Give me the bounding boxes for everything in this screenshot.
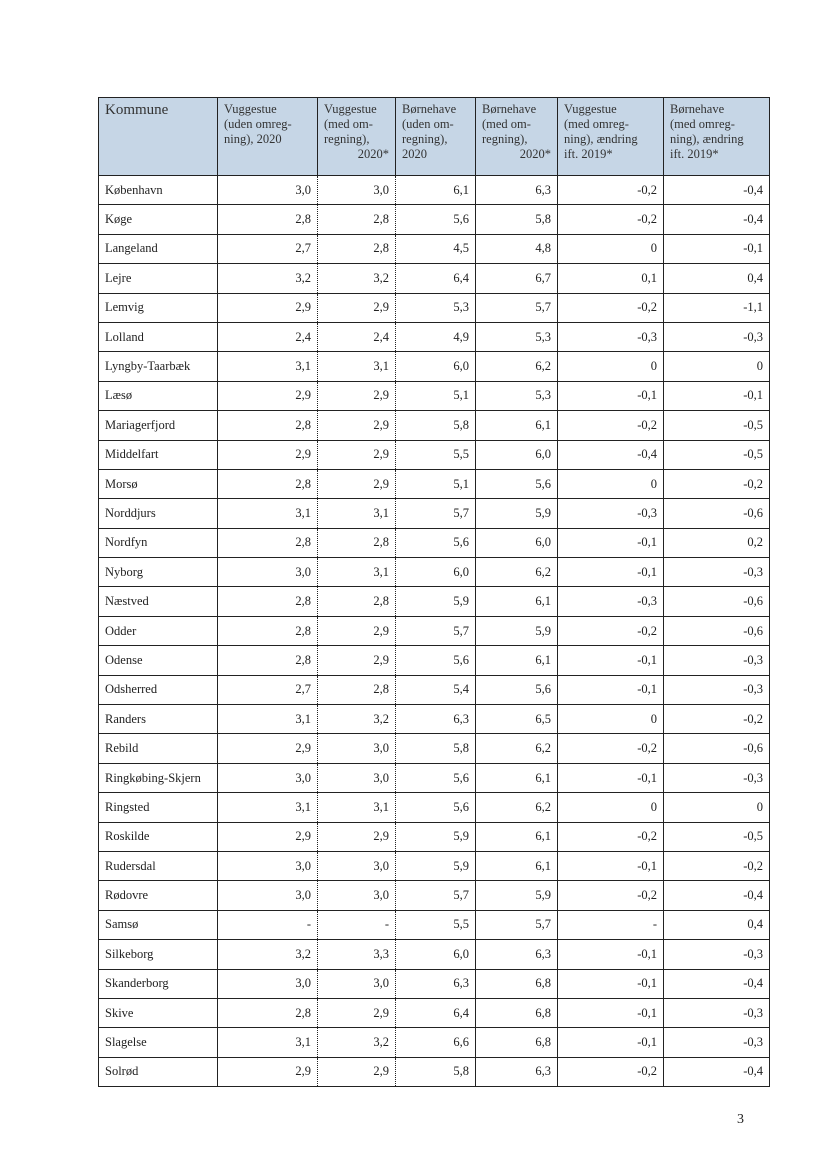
table-row <box>99 675 770 704</box>
value-cell: 0 <box>558 793 664 822</box>
table-row <box>99 322 770 351</box>
value-cell: 3,0 <box>318 176 396 205</box>
value-cell: 5,6 <box>396 528 476 557</box>
table-row <box>99 499 770 528</box>
value-cell: 5,4 <box>396 675 476 704</box>
value-cell: 6,1 <box>476 411 558 440</box>
value-cell: 3,0 <box>318 763 396 792</box>
municipality-name: Silkeborg <box>99 940 218 969</box>
header-line: ning), ændring <box>564 132 638 146</box>
value-cell: 2,4 <box>218 322 318 351</box>
value-cell: 5,3 <box>476 322 558 351</box>
value-cell: 5,8 <box>396 734 476 763</box>
value-cell: -0,3 <box>664 646 770 675</box>
value-cell: 2,9 <box>318 1057 396 1086</box>
value-cell: 5,9 <box>476 499 558 528</box>
value-cell: -0,2 <box>558 734 664 763</box>
value-cell: -0,2 <box>558 881 664 910</box>
value-cell: -0,6 <box>664 499 770 528</box>
value-cell: 5,6 <box>396 763 476 792</box>
value-cell: 4,9 <box>396 322 476 351</box>
value-cell: 0,4 <box>664 264 770 293</box>
header-line: 2020* <box>519 147 551 161</box>
municipality-name: Mariagerfjord <box>99 411 218 440</box>
value-cell: 5,9 <box>396 822 476 851</box>
table-row <box>99 616 770 645</box>
value-cell: 3,1 <box>218 1028 318 1057</box>
value-cell: -0,1 <box>558 381 664 410</box>
value-cell: -0,1 <box>558 940 664 969</box>
table-row <box>99 881 770 910</box>
value-cell: 2,8 <box>218 646 318 675</box>
value-cell: -0,3 <box>664 998 770 1027</box>
value-cell: -0,1 <box>558 558 664 587</box>
value-cell: 6,8 <box>476 969 558 998</box>
value-cell: 2,9 <box>218 734 318 763</box>
header-line: ning), 2020 <box>224 132 282 146</box>
header-kommune <box>99 98 218 176</box>
value-cell: 5,9 <box>476 881 558 910</box>
value-cell: 5,5 <box>396 440 476 469</box>
value-cell: -0,6 <box>664 616 770 645</box>
value-cell: 2,9 <box>318 469 396 498</box>
value-cell: 2,9 <box>318 440 396 469</box>
header-vuggestue-uden <box>218 98 318 176</box>
value-cell: 5,7 <box>476 910 558 939</box>
value-cell: 0,2 <box>664 528 770 557</box>
value-cell: 2,9 <box>318 411 396 440</box>
value-cell: 3,1 <box>218 793 318 822</box>
value-cell: 6,4 <box>396 264 476 293</box>
value-cell: 5,7 <box>396 616 476 645</box>
value-cell: -0,2 <box>664 469 770 498</box>
value-cell: -0,4 <box>664 205 770 234</box>
header-line: Kommune <box>105 102 169 118</box>
header-line: ift. 2019* <box>564 147 613 161</box>
municipality-name: Rebild <box>99 734 218 763</box>
value-cell: 4,5 <box>396 234 476 263</box>
value-cell: -0,2 <box>664 705 770 734</box>
municipality-name: Roskilde <box>99 822 218 851</box>
value-cell: 6,0 <box>476 440 558 469</box>
value-cell: -0,2 <box>558 205 664 234</box>
value-cell: 2,9 <box>218 381 318 410</box>
table-row <box>99 469 770 498</box>
table-row <box>99 763 770 792</box>
value-cell: 3,0 <box>218 176 318 205</box>
value-cell: 2,8 <box>218 587 318 616</box>
municipality-name: Lemvig <box>99 293 218 322</box>
value-cell: 6,3 <box>476 176 558 205</box>
value-cell: 3,2 <box>218 940 318 969</box>
value-cell: 3,0 <box>218 851 318 880</box>
value-cell: 3,0 <box>218 558 318 587</box>
value-cell: 2,8 <box>218 469 318 498</box>
table-row <box>99 1028 770 1057</box>
value-cell: 5,6 <box>396 646 476 675</box>
value-cell: 0 <box>664 793 770 822</box>
value-cell: - <box>558 910 664 939</box>
value-cell: -0,3 <box>558 322 664 351</box>
value-cell: 2,8 <box>318 675 396 704</box>
header-line: Vuggestue <box>224 102 277 116</box>
value-cell: 6,3 <box>396 969 476 998</box>
value-cell: -0,3 <box>664 322 770 351</box>
value-cell: 3,1 <box>318 558 396 587</box>
value-cell: -0,4 <box>664 176 770 205</box>
value-cell: 0 <box>558 705 664 734</box>
value-cell: 3,1 <box>218 499 318 528</box>
table-row <box>99 264 770 293</box>
value-cell: 5,8 <box>396 1057 476 1086</box>
value-cell: -0,3 <box>664 940 770 969</box>
header-line: Vuggestue <box>324 102 377 116</box>
value-cell: 3,0 <box>318 851 396 880</box>
value-cell: 6,8 <box>476 998 558 1027</box>
header-line: (uden om- <box>402 117 454 131</box>
header-line: Børnehave <box>670 102 725 116</box>
value-cell: -0,3 <box>664 1028 770 1057</box>
value-cell: 2,9 <box>218 1057 318 1086</box>
value-cell: 5,9 <box>476 616 558 645</box>
value-cell: 6,1 <box>476 587 558 616</box>
value-cell: 3,1 <box>218 352 318 381</box>
header-line: 2020* <box>357 147 389 161</box>
header-line: (uden omreg- <box>224 117 292 131</box>
value-cell: -0,6 <box>664 734 770 763</box>
value-cell: 3,2 <box>318 1028 396 1057</box>
municipality-name: Morsø <box>99 469 218 498</box>
value-cell: 6,2 <box>476 352 558 381</box>
value-cell: -0,4 <box>558 440 664 469</box>
table-row <box>99 822 770 851</box>
header-line: (med omreg- <box>564 117 629 131</box>
value-cell: 0 <box>558 469 664 498</box>
value-cell: -0,1 <box>558 851 664 880</box>
municipality-name: Odsherred <box>99 675 218 704</box>
value-cell: -0,2 <box>558 176 664 205</box>
value-cell: 2,8 <box>218 411 318 440</box>
value-cell: -0,6 <box>664 587 770 616</box>
municipality-name: Ringkøbing-Skjern <box>99 763 218 792</box>
municipality-name: Samsø <box>99 910 218 939</box>
value-cell: 3,0 <box>318 969 396 998</box>
value-cell: -0,2 <box>558 293 664 322</box>
municipality-name: København <box>99 176 218 205</box>
value-cell: 6,3 <box>476 1057 558 1086</box>
value-cell: 3,0 <box>218 969 318 998</box>
value-cell: 5,1 <box>396 381 476 410</box>
table-row <box>99 646 770 675</box>
value-cell: -0,1 <box>558 998 664 1027</box>
header-line: regning), <box>324 132 370 146</box>
table-row <box>99 558 770 587</box>
value-cell: 2,9 <box>318 822 396 851</box>
value-cell: -0,3 <box>664 558 770 587</box>
value-cell: 3,2 <box>318 705 396 734</box>
value-cell: 2,9 <box>218 822 318 851</box>
value-cell: 6,5 <box>476 705 558 734</box>
municipality-name: Odense <box>99 646 218 675</box>
value-cell: -0,3 <box>664 763 770 792</box>
value-cell: -0,1 <box>664 381 770 410</box>
table-row <box>99 587 770 616</box>
table-row <box>99 851 770 880</box>
header-row <box>99 98 770 176</box>
value-cell: 6,0 <box>396 352 476 381</box>
value-cell: 2,4 <box>318 322 396 351</box>
value-cell: -0,1 <box>558 646 664 675</box>
table-row <box>99 411 770 440</box>
value-cell: 6,1 <box>476 822 558 851</box>
value-cell: -0,4 <box>664 969 770 998</box>
value-cell: 2,9 <box>318 381 396 410</box>
header-line: ning), ændring <box>670 132 744 146</box>
header-line: Vuggestue <box>564 102 617 116</box>
value-cell: 5,7 <box>396 499 476 528</box>
municipality-name: Lejre <box>99 264 218 293</box>
value-cell: -0,1 <box>558 675 664 704</box>
table-row <box>99 969 770 998</box>
value-cell: 6,1 <box>476 851 558 880</box>
value-cell: 2,9 <box>218 440 318 469</box>
value-cell: -0,5 <box>664 440 770 469</box>
value-cell: -1,1 <box>664 293 770 322</box>
municipality-name: Middelfart <box>99 440 218 469</box>
municipality-name: Nordfyn <box>99 528 218 557</box>
value-cell: 5,6 <box>476 469 558 498</box>
value-cell: 2,9 <box>218 293 318 322</box>
value-cell: 6,3 <box>476 940 558 969</box>
municipality-name: Næstved <box>99 587 218 616</box>
header-line: regning), <box>482 132 528 146</box>
value-cell: 5,9 <box>396 851 476 880</box>
table-row <box>99 910 770 939</box>
value-cell: 2,9 <box>318 646 396 675</box>
childcare-staffing-table <box>98 97 770 1087</box>
value-cell: 3,1 <box>318 793 396 822</box>
value-cell: 2,8 <box>218 616 318 645</box>
header-bornehave-aendring <box>664 98 770 176</box>
municipality-name: Slagelse <box>99 1028 218 1057</box>
value-cell: 6,7 <box>476 264 558 293</box>
header-line: Børnehave <box>402 102 457 116</box>
value-cell: -0,3 <box>558 499 664 528</box>
value-cell: 3,1 <box>218 705 318 734</box>
value-cell: 2,9 <box>318 616 396 645</box>
value-cell: 0 <box>558 234 664 263</box>
value-cell: 5,5 <box>396 910 476 939</box>
municipality-name: Solrød <box>99 1057 218 1086</box>
value-cell: -0,1 <box>558 763 664 792</box>
municipality-name: Langeland <box>99 234 218 263</box>
value-cell: -0,3 <box>558 587 664 616</box>
municipality-name: Skive <box>99 998 218 1027</box>
table-row <box>99 528 770 557</box>
municipality-name: Randers <box>99 705 218 734</box>
header-line: regning), <box>402 132 448 146</box>
value-cell: -0,1 <box>558 528 664 557</box>
value-cell: 6,8 <box>476 1028 558 1057</box>
value-cell: 6,1 <box>396 176 476 205</box>
value-cell: 0,1 <box>558 264 664 293</box>
value-cell: 3,0 <box>218 881 318 910</box>
value-cell: -0,2 <box>558 411 664 440</box>
value-cell: 2,9 <box>318 293 396 322</box>
value-cell: -0,2 <box>558 616 664 645</box>
value-cell: 5,1 <box>396 469 476 498</box>
value-cell: 2,8 <box>218 205 318 234</box>
table-row <box>99 205 770 234</box>
municipality-name: Læsø <box>99 381 218 410</box>
value-cell: - <box>218 910 318 939</box>
header-bornehave-uden <box>396 98 476 176</box>
value-cell: -0,5 <box>664 411 770 440</box>
header-line: (med om- <box>482 117 531 131</box>
header-line: (med omreg- <box>670 117 735 131</box>
value-cell: -0,3 <box>664 675 770 704</box>
table-row <box>99 998 770 1027</box>
page-number: 3 <box>737 1112 744 1127</box>
value-cell: 2,8 <box>318 234 396 263</box>
municipality-name: Nyborg <box>99 558 218 587</box>
value-cell: 3,0 <box>318 881 396 910</box>
value-cell: -0,4 <box>664 1057 770 1086</box>
municipality-name: Rudersdal <box>99 851 218 880</box>
value-cell: 6,6 <box>396 1028 476 1057</box>
table-row <box>99 234 770 263</box>
municipality-name: Odder <box>99 616 218 645</box>
value-cell: -0,1 <box>664 234 770 263</box>
value-cell: 6,4 <box>396 998 476 1027</box>
value-cell: 3,1 <box>318 352 396 381</box>
value-cell: 2,7 <box>218 675 318 704</box>
value-cell: - <box>318 910 396 939</box>
value-cell: 5,3 <box>396 293 476 322</box>
value-cell: 6,2 <box>476 734 558 763</box>
value-cell: 2,8 <box>318 587 396 616</box>
value-cell: 5,6 <box>476 675 558 704</box>
table-row <box>99 352 770 381</box>
value-cell: 0 <box>558 352 664 381</box>
municipality-name: Ringsted <box>99 793 218 822</box>
value-cell: 2,8 <box>318 528 396 557</box>
value-cell: 6,2 <box>476 793 558 822</box>
municipality-name: Køge <box>99 205 218 234</box>
table-row <box>99 440 770 469</box>
value-cell: 0 <box>664 352 770 381</box>
value-cell: 0,4 <box>664 910 770 939</box>
value-cell: 3,0 <box>318 734 396 763</box>
value-cell: 2,8 <box>218 998 318 1027</box>
table-row <box>99 705 770 734</box>
value-cell: 2,7 <box>218 234 318 263</box>
value-cell: 3,0 <box>218 763 318 792</box>
value-cell: 6,0 <box>476 528 558 557</box>
header-vuggestue-aendring <box>558 98 664 176</box>
value-cell: 2,8 <box>318 205 396 234</box>
municipality-name: Lolland <box>99 322 218 351</box>
value-cell: -0,1 <box>558 969 664 998</box>
header-bornehave-med <box>476 98 558 176</box>
table-row <box>99 381 770 410</box>
header-line: Børnehave <box>482 102 537 116</box>
value-cell: -0,2 <box>664 851 770 880</box>
header-line: 2020 <box>402 147 427 161</box>
value-cell: -0,4 <box>664 881 770 910</box>
value-cell: 5,6 <box>396 793 476 822</box>
header-vuggestue-med <box>318 98 396 176</box>
header-line: ift. 2019* <box>670 147 719 161</box>
value-cell: 5,8 <box>476 205 558 234</box>
value-cell: 5,3 <box>476 381 558 410</box>
value-cell: 5,7 <box>476 293 558 322</box>
table-row <box>99 1057 770 1086</box>
value-cell: 6,2 <box>476 558 558 587</box>
table-row <box>99 293 770 322</box>
municipality-name: Lyngby-Taarbæk <box>99 352 218 381</box>
value-cell: 3,2 <box>218 264 318 293</box>
value-cell: -0,2 <box>558 822 664 851</box>
municipality-name: Rødovre <box>99 881 218 910</box>
value-cell: 3,1 <box>318 499 396 528</box>
value-cell: -0,2 <box>558 1057 664 1086</box>
municipality-name: Skanderborg <box>99 969 218 998</box>
value-cell: -0,5 <box>664 822 770 851</box>
value-cell: 3,3 <box>318 940 396 969</box>
value-cell: 5,7 <box>396 881 476 910</box>
table-row <box>99 176 770 205</box>
table-row <box>99 940 770 969</box>
value-cell: 5,9 <box>396 587 476 616</box>
value-cell: 4,8 <box>476 234 558 263</box>
value-cell: 6,1 <box>476 763 558 792</box>
value-cell: 6,0 <box>396 940 476 969</box>
value-cell: 3,2 <box>318 264 396 293</box>
value-cell: 2,9 <box>318 998 396 1027</box>
table-row <box>99 734 770 763</box>
table-body <box>99 176 770 1087</box>
municipality-name: Norddjurs <box>99 499 218 528</box>
value-cell: 5,8 <box>396 411 476 440</box>
value-cell: 2,8 <box>218 528 318 557</box>
value-cell: -0,1 <box>558 1028 664 1057</box>
value-cell: 6,1 <box>476 646 558 675</box>
value-cell: 5,6 <box>396 205 476 234</box>
table-row <box>99 793 770 822</box>
header-line: (med om- <box>324 117 373 131</box>
value-cell: 6,0 <box>396 558 476 587</box>
value-cell: 6,3 <box>396 705 476 734</box>
